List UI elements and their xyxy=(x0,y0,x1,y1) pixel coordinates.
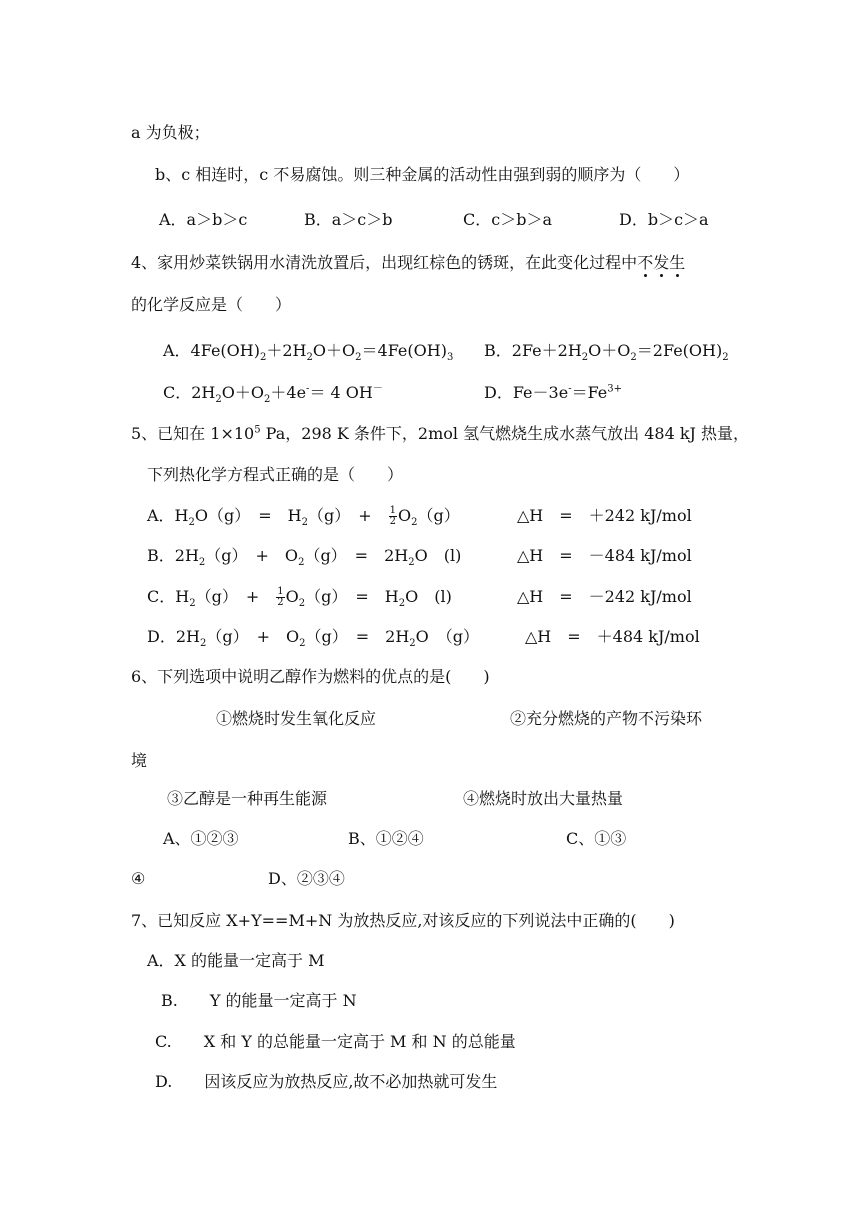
t: 2 xyxy=(306,352,313,364)
t: B．2H xyxy=(147,546,199,565)
t: 2 xyxy=(198,557,206,569)
t: 2 xyxy=(398,598,406,610)
t: O（g） = H xyxy=(194,506,302,525)
t: ＝ 4 OH xyxy=(309,383,373,402)
line-text: a 为负极； xyxy=(131,123,210,142)
option-b xyxy=(147,545,461,567)
enthalpy-d xyxy=(525,626,700,648)
option-c xyxy=(566,828,626,850)
t: ②充分燃烧的产物不污染环 xyxy=(510,709,703,728)
t: C．H xyxy=(147,587,190,606)
t: 5、已知在 1×10 xyxy=(131,424,255,443)
t: B. Y 的能量一定高于 N xyxy=(161,991,357,1010)
option-d xyxy=(484,382,622,404)
option-d xyxy=(619,209,709,231)
t: 2 xyxy=(630,352,637,364)
option-c-cont xyxy=(131,868,145,890)
t: 2 xyxy=(260,352,267,364)
option-text: A．a＞b＞c xyxy=(159,210,248,229)
fraction xyxy=(389,506,397,527)
option-c xyxy=(163,382,383,404)
question-7-stem xyxy=(131,910,675,932)
option-a xyxy=(163,828,239,850)
option-text: D．b＞c＞a xyxy=(619,210,709,229)
emphasis-char: 不 xyxy=(637,253,654,272)
t: O xyxy=(398,506,412,525)
emphasis-char: 生 xyxy=(669,253,686,272)
t: D．2H xyxy=(147,627,200,646)
t: （g） + O xyxy=(205,546,299,565)
t: ＋2H xyxy=(266,341,307,360)
t: ④燃烧时放出大量热量 xyxy=(463,789,624,808)
t: （g） = 2H xyxy=(304,546,409,565)
t: （g） + xyxy=(308,506,388,525)
line-text: b、c 相连时，c 不易腐蚀。则三种金属的活动性由强到弱的顺序为（ ） xyxy=(155,165,690,184)
t: （g） = 2H xyxy=(305,627,410,646)
t: ④ xyxy=(131,869,146,888)
t: △H = －242 kJ/mol xyxy=(517,587,692,606)
t: A．X 的能量一定高于 M xyxy=(147,951,325,970)
enthalpy-c xyxy=(517,586,692,608)
question-5-stem-cont xyxy=(147,464,403,486)
t: ＝Fe xyxy=(571,383,608,402)
option-b xyxy=(484,340,729,362)
question-6-stem xyxy=(131,666,490,688)
t: - xyxy=(568,383,572,395)
option-b xyxy=(348,828,424,850)
text-line xyxy=(131,122,210,144)
t: 2 xyxy=(188,517,195,529)
t: C、①③ xyxy=(566,829,627,848)
t: 2 xyxy=(299,638,306,650)
option-text: C．c＞b＞a xyxy=(463,210,552,229)
stem-text: 4、家用炒菜铁锅用水清洗放置后，出现红棕色的锈斑，在此变化过程中 xyxy=(131,253,638,272)
t: O＋O xyxy=(312,341,356,360)
t: 2 xyxy=(298,557,305,569)
t: 2 xyxy=(411,517,418,529)
t: C．2H xyxy=(163,383,216,402)
stem-text: 的化学反应是（ ） xyxy=(131,295,292,314)
option-c xyxy=(463,209,552,231)
t: O＋O xyxy=(588,341,631,360)
option-d xyxy=(268,868,345,890)
t: 2 xyxy=(408,557,415,569)
option-a xyxy=(147,505,460,527)
t: O xyxy=(285,587,299,606)
t: - xyxy=(306,383,310,395)
option-d xyxy=(155,1071,497,1093)
t: B．2Fe＋2H xyxy=(484,341,582,360)
t: A．H xyxy=(147,506,189,525)
emphasis-char: 发 xyxy=(653,253,670,272)
option-a xyxy=(147,950,325,972)
t: D、②③④ xyxy=(268,869,345,888)
t: 2 xyxy=(277,597,284,608)
t: － xyxy=(372,383,383,395)
t: 5 xyxy=(254,424,261,436)
t: （g） xyxy=(417,506,460,525)
t: 2 xyxy=(389,516,397,527)
t: O＋O xyxy=(221,383,265,402)
option-text: B．a＞c＞b xyxy=(304,210,393,229)
t: C. X 和 Y 的总能量一定高于 M 和 N 的总能量 xyxy=(155,1032,516,1051)
t: （g） + O xyxy=(206,627,300,646)
option-a xyxy=(159,209,247,231)
t: A．4Fe(OH) xyxy=(163,341,260,360)
t: 2 xyxy=(355,352,362,364)
option-b xyxy=(304,209,393,231)
t: 2 xyxy=(722,352,729,364)
t: （g） + xyxy=(195,587,276,606)
t: △H = ＋242 kJ/mol xyxy=(517,506,692,525)
t: 下列热化学方程式正确的是（ ） xyxy=(147,465,404,484)
fraction xyxy=(276,587,284,608)
t: 1 xyxy=(389,505,397,516)
option-b xyxy=(161,990,357,1012)
question-4-stem-cont xyxy=(131,294,291,316)
enthalpy-b xyxy=(517,545,692,567)
t: Pa，298 K 条件下，2mol 氢气燃烧生成水蒸气放出 484 kJ 热量， xyxy=(260,424,750,443)
t: ①燃烧时发生氧化反应 xyxy=(216,709,377,728)
enthalpy-a xyxy=(517,505,692,527)
t: 6、下列选项中说明乙醇作为燃料的优点的是( ) xyxy=(131,667,490,686)
t: D．Fe－3e xyxy=(484,383,569,402)
t: O （g） xyxy=(415,627,480,646)
statement-1 xyxy=(216,708,376,730)
t: O (l) xyxy=(405,587,452,606)
t: ③乙醇是一种再生能源 xyxy=(167,789,328,808)
t: （g） = H xyxy=(305,587,399,606)
t: 2 xyxy=(199,638,207,650)
question-5-stem xyxy=(131,423,749,445)
t: ＋4e xyxy=(270,383,307,402)
statement-4 xyxy=(463,788,623,810)
t: 3 xyxy=(446,352,454,364)
t: ＝2Fe(OH) xyxy=(636,341,723,360)
option-c xyxy=(155,1031,516,1053)
t: O (l) xyxy=(414,546,462,565)
statement-3 xyxy=(167,788,327,810)
t: 2 xyxy=(215,394,222,406)
t: A、①②③ xyxy=(163,829,239,848)
t: B、①②④ xyxy=(348,829,424,848)
text-line xyxy=(155,164,689,186)
option-d xyxy=(147,626,479,648)
t: 2 xyxy=(581,352,589,364)
t: 2 xyxy=(409,638,416,650)
option-c xyxy=(147,586,452,608)
statement-2 xyxy=(510,708,702,730)
t: 7、已知反应 X+Y==M+N 为放热反应,对该反应的下列说法中正确的( ) xyxy=(131,911,675,930)
option-a xyxy=(163,340,453,362)
t: 2 xyxy=(298,598,306,610)
t: 境 xyxy=(131,751,148,770)
t: △H = －484 kJ/mol xyxy=(517,546,692,565)
t: D. 因该反应为放热反应,故不必加热就可发生 xyxy=(155,1072,498,1091)
t: 2 xyxy=(264,394,271,406)
t: 3+ xyxy=(607,383,623,395)
t: 1 xyxy=(277,586,284,597)
statement-2-cont xyxy=(131,750,147,772)
t: △H = ＋484 kJ/mol xyxy=(525,627,700,646)
t: ＝4Fe(OH) xyxy=(361,341,447,360)
t: 2 xyxy=(301,517,308,529)
question-4-stem xyxy=(131,252,685,274)
t: 2 xyxy=(189,598,196,610)
